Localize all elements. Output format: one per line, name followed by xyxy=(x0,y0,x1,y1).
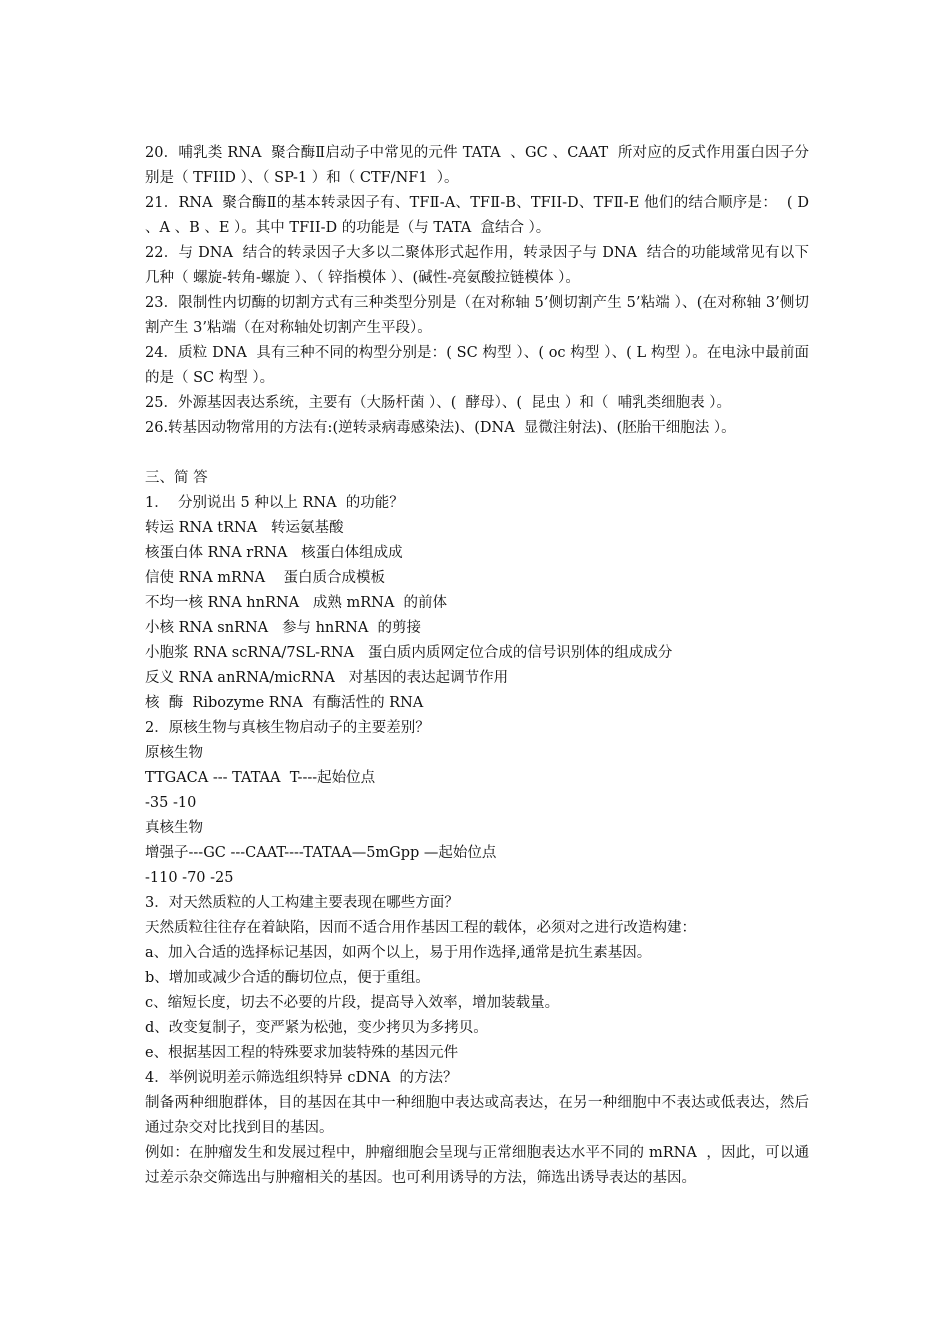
answer-line: c、缩短长度，切去不必要的片段，提高导入效率，增加装载量。 xyxy=(145,995,560,1011)
fill-item-25: 25．外源基因表达系统，主要有（大肠杆菌 ）、( 酵母）、( 昆虫 ）和（ 哺乳类细胞表 ）。 xyxy=(145,395,731,411)
fill-item-20: 20．哺乳类 RNA 聚合酶Ⅱ启动子中常见的元件 TATA 、GC 、CAAT 所对应的反式作用蛋白因子分别是（ TFIID ）、（ SP-1 ）和（ CTF/NF1 ）。 xyxy=(145,145,809,186)
fill-item-22: 22．与 DNA 结合的转录因子大多以二聚体形式起作用，转录因子与 DNA 结合的功能域常见有以下几种（ 螺旋-转角-螺旋 ）、（ 锌指模体 ）、(碱性-亮氨酸拉链模体 ）。 xyxy=(145,245,809,286)
answer-line: e、根据基因工程的特殊要求加装特殊的基因元件 xyxy=(145,1045,459,1061)
question-3: 3．对天然质粒的人工构建主要表现在哪些方面？ xyxy=(145,895,459,911)
answer-line: b、增加或减少合适的酶切位点，便于重组。 xyxy=(145,970,430,986)
answer-line: 小核 RNA snRNA 参与 hnRNA 的剪接 xyxy=(145,620,422,636)
answer-line: d、改变复制子，变严紧为松弛，变少拷贝为多拷贝。 xyxy=(145,1020,488,1036)
section-heading: 三、简 答 xyxy=(145,470,208,486)
answer-line: 不均一核 RNA hnRNA 成熟 mRNA 的前体 xyxy=(145,595,448,611)
fill-item-21: 21．RNA 聚合酶Ⅱ的基本转录因子有、TFⅡ-A、TFⅡ-B、TFII-D、TFⅡ-E 他们的结合顺序是： ( D 、A 、B 、E ）。其中 TFII-D 的功能是（与 TATA 盒结合 ）。 xyxy=(145,195,814,236)
answer-line: 转运 RNA tRNA 转运氨基酸 xyxy=(145,520,344,536)
answer-line: 原核生物 xyxy=(145,745,203,761)
answer-line: 小胞浆 RNA scRNA/7SL-RNA 蛋白质内质网定位合成的信号识别体的组成成分 xyxy=(145,645,673,661)
answer-line: TTGACA --- TATAA T----起始位点 xyxy=(145,770,376,786)
answer-line: -35 -10 xyxy=(145,795,197,811)
answer-line: 反义 RNA anRNA/micRNA 对基因的表达起调节作用 xyxy=(145,670,509,686)
answer-line: a、加入合适的选择标记基因，如两个以上，易于用作选择,通常是抗生素基因。 xyxy=(145,945,652,961)
answer-line: 核蛋白体 RNA rRNA 核蛋白体组成成 xyxy=(145,545,403,561)
answer-line: 增强子---GC ---CAAT----TATAA—5mGpp —起始位点 xyxy=(145,845,497,861)
answer-line: 天然质粒往往存在着缺陷，因而不适合用作基因工程的载体，必须对之进行改造构建： xyxy=(145,920,696,936)
answer-paragraph: 制备两种细胞群体，目的基因在其中一种细胞中表达或高表达，在另一种细胞中不表达或低表达，然后通过杂交对比找到目的基因。 xyxy=(145,1095,809,1136)
document-page xyxy=(145,141,814,1191)
short-answer-section xyxy=(145,466,809,1191)
question-4: 4．举例说明差示筛选组织特异 cDNA 的方法？ xyxy=(145,1070,458,1086)
question-1: 1． 分别说出 5 种以上 RNA 的功能？ xyxy=(145,495,404,511)
fill-item-24: 24．质粒 DNA 具有三种不同的构型分别是：( SC 构型 ）、( oc 构型 ）、( L 构型 ）。在电泳中最前面的是（ SC 构型 ）。 xyxy=(145,345,809,386)
answer-line: 核 酶 Ribozyme RNA 有酶活性的 RNA xyxy=(145,695,424,711)
section-spacer xyxy=(145,441,809,466)
fill-in-section xyxy=(145,141,814,441)
fill-item-23: 23．限制性内切酶的切割方式有三种类型分别是（在对称轴 5’侧切割产生 5’粘端 ）、(在对称轴 3’侧切割产生 3’粘端（在对称轴处切割产生平段）。 xyxy=(145,295,809,336)
answer-line: 信使 RNA mRNA 蛋白质合成模板 xyxy=(145,570,386,586)
answer-line: 真核生物 xyxy=(145,820,203,836)
fill-item-26: 26.转基因动物常用的方法有:(逆转录病毒感染法)、(DNA 显微注射法)、(胚胎干细胞法 ）。 xyxy=(145,420,736,436)
question-2: 2．原核生物与真核生物启动子的主要差别？ xyxy=(145,720,430,736)
answer-paragraph: 例如：在肿瘤发生和发展过程中，肿瘤细胞会呈现与正常细胞表达水平不同的 mRNA ，因此，可以通过差示杂交筛选出与肿瘤相关的基因。也可利用诱导的方法，筛选出诱导表达的基因。 xyxy=(145,1145,809,1186)
answer-line: -110 -70 -25 xyxy=(145,870,234,886)
